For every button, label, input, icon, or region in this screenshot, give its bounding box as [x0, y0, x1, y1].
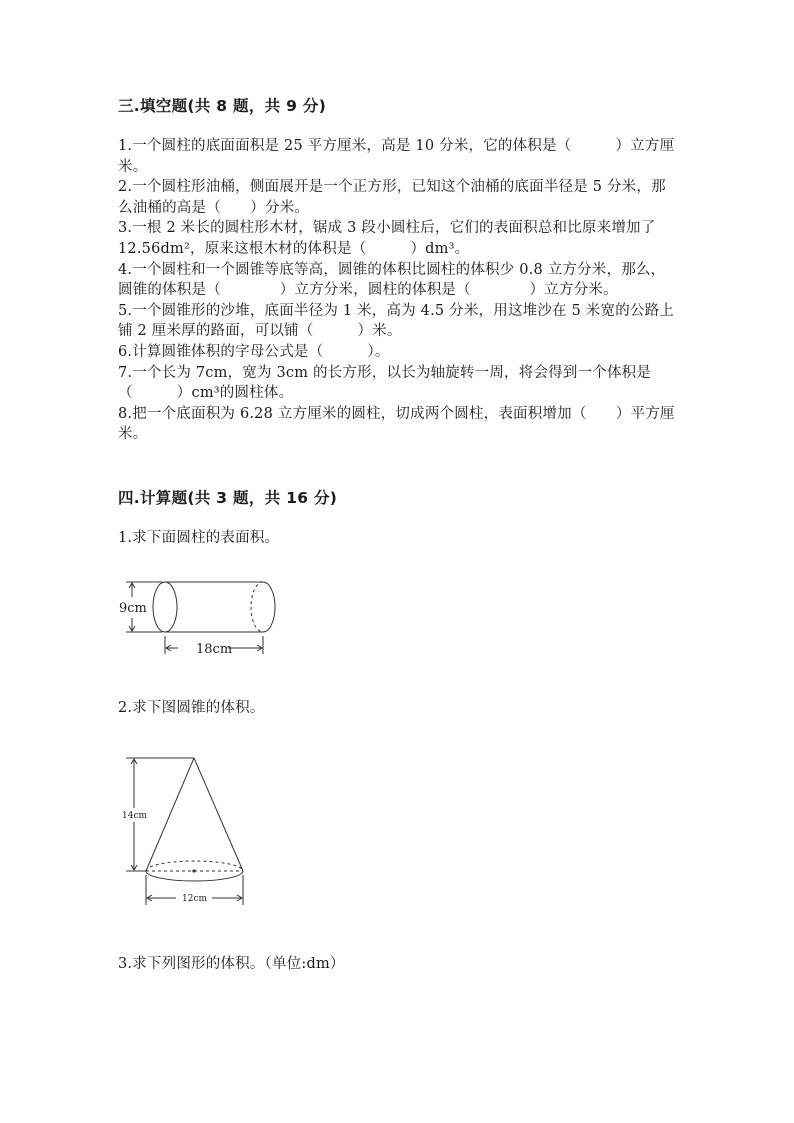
cylinder-left-base [153, 582, 177, 632]
cylinder-height-label: 9cm [119, 601, 147, 616]
question-4-2: 2.求下图圆锥的体积。 [118, 700, 265, 716]
section-4-heading: 四.计算题(共 3 题，共 16 分) [118, 489, 338, 507]
question-3-5: 5.一个圆锥形的沙堆，底面半径为 1 米，高为 4.5 分米，用这堆沙在 5 米宽的公路上铺 2 厘米厚的路面，可以铺（ ）米。 [118, 302, 674, 340]
cone-figure [118, 750, 258, 910]
question-4-3: 3.求下列图形的体积。（单位:dm） [118, 956, 345, 972]
question-3-2: 2.一个圆柱形油桶，侧面展开是一个正方形，已知这个油桶的底面半径是 5 分米，那么油桶的高是（ ）分米。 [118, 179, 666, 216]
cone-diameter-label: 12cm [182, 894, 208, 904]
fill-in-questions [118, 136, 678, 445]
cone-right-slant [194, 758, 243, 871]
section-3-heading: 三.填空题(共 8 题，共 9 分) [118, 97, 327, 115]
question-3-4: 4.一个圆柱和一个圆锥等底等高，圆锥的体积比圆柱的体积少 0.8 立方分米，那么，圆锥的体积是（ ）立方分米，圆柱的体积是（ ）立方分米。 [118, 261, 666, 299]
question-3-7: 7.一个长为 7cm，宽为 3cm 的长方形，以长为轴旋转一周，将会得到一个体积是（ ）cm³的圆柱体。 [118, 364, 652, 402]
question-3-1: 1.一个圆柱的底面面积是 25 平方厘米，高是 10 分米，它的体积是（ ）立方厘米。 [118, 138, 675, 175]
cone-height-label: 14cm [122, 811, 148, 821]
question-3-8: 8.把一个底面积为 6.28 立方厘米的圆柱，切成两个圆柱，表面积增加（ ）平方厘米。 [118, 405, 675, 443]
cone-base-center [192, 869, 195, 872]
question-3-6: 6.计算圆锥体积的字母公式是（ ）。 [118, 343, 390, 360]
cone-left-slant [146, 758, 194, 871]
question-4-1: 1.求下面圆柱的表面积。 [118, 530, 280, 546]
cylinder-figure [118, 574, 288, 662]
cylinder-length-label: 18cm [196, 642, 233, 657]
cylinder-right-base-hidden [251, 582, 263, 632]
cylinder-right-base-front [263, 582, 275, 632]
question-3-3: 3.一根 2 米长的圆柱形木材，锯成 3 段小圆柱后，它们的表面积总和比原来增加了 12.56dm²，原来这根木材的体积是（ ）dm³。 [118, 220, 656, 257]
